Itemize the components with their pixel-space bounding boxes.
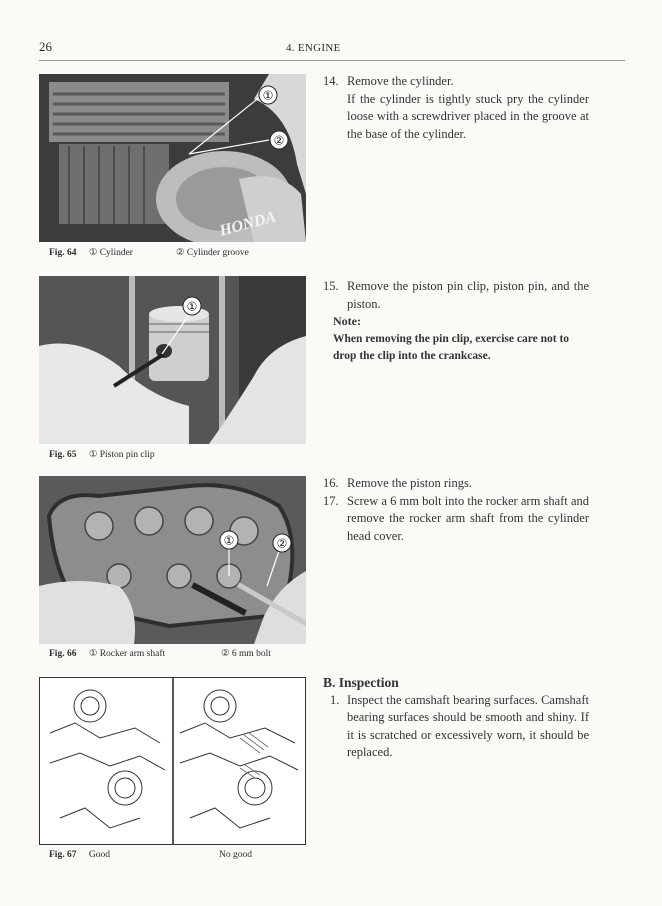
fig-label: Fig. 67 [49,850,77,860]
chapter-title: 4. ENGINE [286,42,341,54]
section-heading: B. Inspection [323,675,399,690]
fig64-photo [39,74,306,242]
step-number: 14. [323,74,339,88]
header-rule [39,60,625,61]
step-text: Remove the piston pin clip, piston pin, and the piston. [347,279,589,311]
steps-16-17 [323,475,589,545]
caption-item: Good [88,850,110,860]
step-number: 15. [323,279,339,293]
note-label: Note: [333,314,361,328]
callout-1: ① [223,533,235,548]
callout-2: ② [276,536,288,551]
callout-1: ① [262,88,274,103]
fig65-caption [49,449,155,460]
inspection-section [323,674,589,762]
honda-emblem: HONDA [217,208,278,240]
caption-item: ② Cylinder groove [176,248,249,258]
fig-label: Fig. 66 [49,649,77,659]
step-detail: If the cylinder is tightly stuck pry the cylinder loose with a screwdriver placed in the groove at the base of the cylinder. [347,91,589,141]
fig-label: Fig. 64 [49,248,77,258]
note-text: When removing the pin clip, exercise care not to drop the clip into the crankcase. [333,332,570,362]
step-text: Remove the cylinder. [347,74,454,88]
step-15 [323,278,589,365]
fig66-photo [39,476,306,644]
fig67-drawing [39,677,306,845]
fig65-photo [39,276,306,444]
step-number: 16. [323,476,339,490]
page-number: 26 [39,39,52,54]
step-number: 17. [323,493,339,508]
caption-item: ① Rocker arm shaft [88,649,166,659]
fig66-caption [49,648,271,659]
callout-2: ② [273,133,285,148]
caption-item: ① Cylinder [88,248,133,258]
caption-item: No good [219,850,252,860]
fig67-caption [49,850,252,860]
step-text: Screw a 6 mm bolt into the rocker arm shaft and remove the rocker arm shaft from the cylinder head cover. [347,493,589,543]
caption-item: ① Piston pin clip [88,450,155,460]
step-text: Inspect the camshaft bearing surfaces. Camshaft bearing surfaces should be smooth and shiny. If it is scratched or excessively worn, it should be replaced. [347,692,589,759]
caption-item: ② 6 mm bolt [221,649,271,659]
fig-label: Fig. 65 [49,450,77,460]
fig64-caption [49,247,249,258]
step-text: Remove the piston rings. [347,476,472,490]
callout-1: ① [186,299,198,314]
step-14 [323,73,589,143]
step-number: 1. [330,692,340,707]
